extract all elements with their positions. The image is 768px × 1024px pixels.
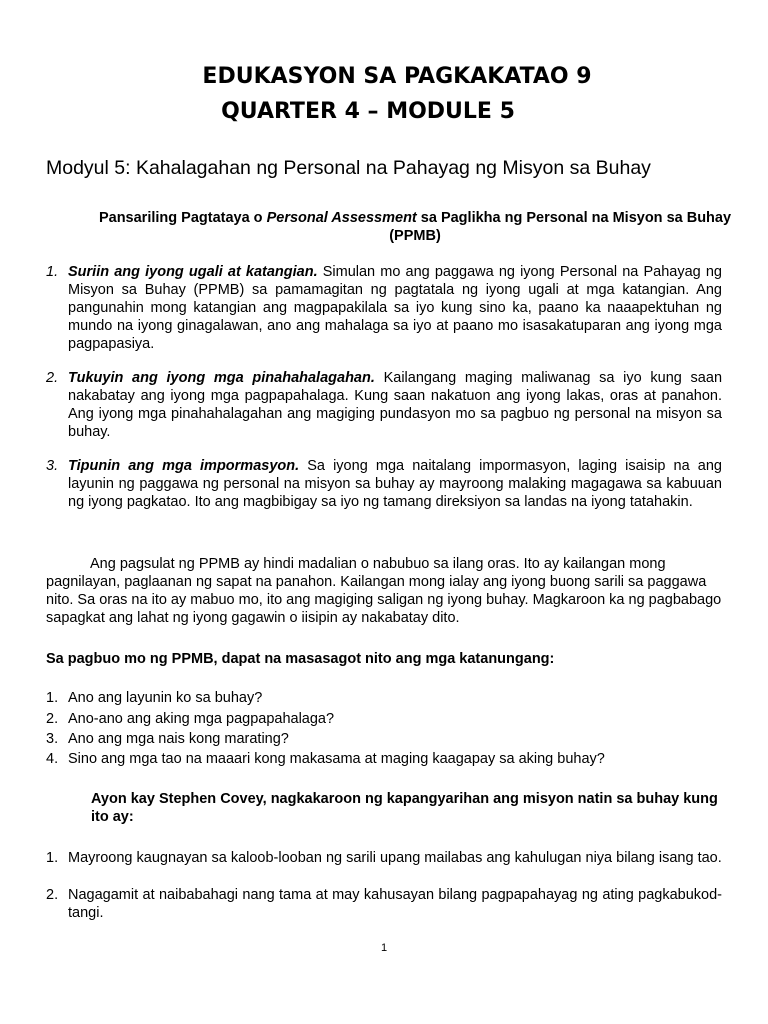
covey-point-number: 1. <box>46 850 59 866</box>
question-item: Sino ang mga tao na maaari kong makasama at maging kaagapay sa aking buhay? <box>68 751 605 767</box>
question-number: 3. <box>46 731 59 747</box>
question-number: 2. <box>46 711 59 727</box>
question-item: Ano-ano ang aking mga pagpapahalaga? <box>68 711 335 727</box>
assessment-heading-pre: Pansariling Pagtataya o <box>98 210 267 226</box>
questions-heading: Sa pagbuo mo ng PPMB, dapat na masasagot nito ang mga katanungang: <box>46 651 555 667</box>
step-item <box>68 457 722 511</box>
assessment-heading <box>90 209 740 245</box>
assessment-heading-italic: Personal Assessment <box>266 210 417 226</box>
covey-point: Nagagamit at naibabahagi nang tama at may kahusayan bilang pagpapahayag ng ating pagkabukod-tangi. <box>68 887 722 921</box>
step-lead: Tipunin ang mga impormasyon. <box>68 458 300 474</box>
module-title: Modyul 5: Kahalagahan ng Personal na Pahayag ng Misyon sa Buhay <box>46 157 651 179</box>
question-number: 4. <box>46 751 59 767</box>
step-item <box>68 369 722 441</box>
step-lead: Suriin ang iyong ugali at katangian. <box>68 264 318 280</box>
question-item: Ano ang layunin ko sa buhay? <box>68 690 263 706</box>
assessment-heading-post: sa Paglikha ng Personal na Misyon sa Buhay (PPMB) <box>389 210 732 244</box>
step-number: 2. <box>46 370 59 386</box>
step-text: Sa iyong mga naitalang impormasyon, laging isaisip na ang layunin ng paggawa ng personal na misyon sa buhay ay mayroong malaking magagawa sa kabuuan ng iyong pagkatao. Ito ang magbibigay sa iyo ng tamang direksiyon sa landas na iyong tatahakin. <box>68 458 722 510</box>
step-number: 1. <box>46 264 59 280</box>
step-number: 3. <box>46 458 59 474</box>
body-paragraph: Ang pagsulat ng PPMB ay hindi madalian o nabubuo sa ilang oras. Ito ay kailangan mong pagnilayan, paglaanan ng sapat na panahon. Kailangan mong ialay ang iyong buong sarili sa paggawa nito. Sa oras na ito ay mabuo mo, ito ang magiging saligan ng iyong buhay. Magkaroon ka ng pagbabago sapagkat ang lahat ng iyong gagawin o iisipin ay nakabatay dito. <box>46 556 722 626</box>
document-title: EDUKASYON SA PAGKAKATAO 9 <box>202 64 592 89</box>
step-item <box>68 263 722 353</box>
covey-point-number: 2. <box>46 887 59 903</box>
page-number: 1 <box>380 942 388 954</box>
step-text: Simulan mo ang paggawa ng iyong Personal na Pahayag ng Misyon sa Buhay (PPMB) sa pamamagitan ng pagtatala ng iyong ugali at mga katangian. Ang pangunahin mong katangian ang magpapakilala sa iyo kung sino ka, paano ka naaapektuhan ng mundo na iyong ginagalawan, ano ang mahalaga sa iyo at paano mo isasakatuparan ang iyong mga pagpapasiya. <box>68 264 722 352</box>
document-subtitle: QUARTER 4 – MODULE 5 <box>221 99 515 124</box>
covey-point: Mayroong kaugnayan sa kaloob-looban ng sarili upang mailabas ang kahulugan niya bilang isang tao. <box>68 850 722 866</box>
question-number: 1. <box>46 690 59 706</box>
step-text: Kailangang maging maliwanag sa iyo kung saan nakabatay ang iyong mga pagpapahalaga. Kung saan nakatuon ang iyong lakas, oras at panahon. Ang iyong mga pinahahalagahan ang magiging pundasyon mo sa pagbuo ng personal na misyon sa buhay. <box>68 370 723 440</box>
question-item: Ano ang mga nais kong marating? <box>68 731 289 747</box>
covey-heading: Ayon kay Stephen Covey, nagkakaroon ng kapangyarihan ang misyon natin sa buhay kung ito ay: <box>91 791 718 825</box>
step-lead: Tukuyin ang iyong mga pinahahalagahan. <box>68 370 375 386</box>
